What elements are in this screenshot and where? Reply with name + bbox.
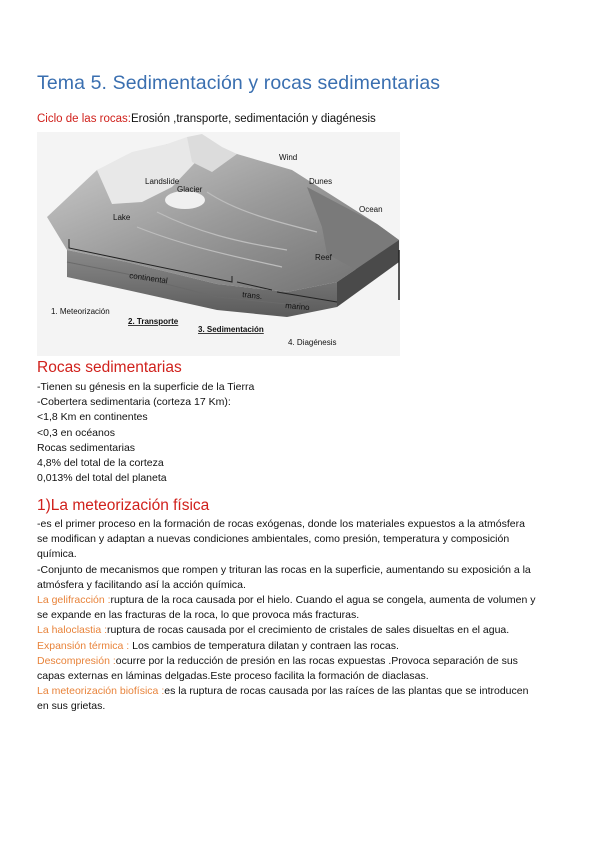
term-text: ruptura de la roca causada por el hielo. Cuando el agua se congela, aumenta de volumen y se expande en las fracturas de la roca, lo que provoca más fracturas.: [37, 594, 536, 622]
list-item: -Cobertera sedimentaria (corteza 17 Km):: [37, 396, 231, 409]
page-title: Tema 5. Sedimentación y rocas sedimentarias: [37, 72, 441, 94]
meteorizacion-body: [37, 517, 537, 715]
zone-continental: continental: [128, 271, 169, 286]
rocas-heading: Rocas sedimentarias: [37, 359, 182, 376]
list-item: 4,8% del total de la corteza: [37, 457, 164, 470]
label-lake: Lake: [113, 213, 131, 222]
rocas-list: [37, 380, 254, 486]
rock-cycle-diagram: [37, 132, 400, 356]
list-item: -Tienen su génesis en la superficie de la Tierra: [37, 381, 255, 393]
label-wind: Wind: [279, 153, 298, 162]
term-text: Los cambios de temperatura dilatan y contraen las rocas.: [129, 639, 399, 652]
ciclo-label: Ciclo de las rocas:: [37, 113, 131, 125]
ciclo-text: Erosión ,transporte, sedimentación y diagénesis: [130, 113, 376, 125]
label-reef: Reef: [315, 253, 332, 262]
term-expansion-termica: Expansión térmica :: [37, 639, 130, 652]
list-item: <1,8 Km en continentes: [37, 411, 148, 424]
zone-trans: trans.: [241, 290, 263, 302]
list-item: 0,013% del total del planeta: [37, 472, 167, 485]
term-paragraph: [37, 684, 537, 714]
term-gelifraccion: La gelifracción :: [37, 594, 111, 607]
term-descompresion: Descompresión :: [37, 654, 116, 667]
stage-transporte: 2. Transporte: [128, 317, 179, 326]
stage-meteorizacion: 1. Meteorización: [51, 307, 110, 316]
term-paragraph: [37, 639, 537, 654]
term-text: ocurre por la reducción de presión en las rocas expuestas .Provoca separación de sus capas externas en láminas delgadas.Este proceso facilita la formación de diaclasas.: [37, 654, 518, 683]
zone-marino: marino: [284, 301, 310, 313]
label-landslide: Landslide: [145, 177, 180, 186]
term-paragraph: [37, 654, 537, 684]
term-paragraph: [37, 593, 537, 623]
ciclo-line: [37, 113, 376, 125]
term-haloclastia: La haloclastia :: [37, 624, 108, 637]
term-text: es la ruptura de rocas causada por las raíces de las plantas que se introducen en sus grietas.: [37, 685, 529, 713]
list-item: Rocas sedimentarias: [37, 441, 136, 454]
term-biofisica: La meteorización biofísica :: [37, 685, 165, 698]
label-dunes: Dunes: [309, 177, 333, 186]
paragraph: -Conjunto de mecanismos que rompen y trituran las rocas en la superficie, aumentando su exposición a la atmósfera y facilitando así la acción química.: [37, 563, 531, 591]
term-paragraph: [37, 623, 537, 638]
stage-sedimentacion: 3. Sedimentación: [198, 325, 264, 334]
stage-diagenesis: 4. Diagénesis: [288, 338, 337, 347]
list-item: <0,3 en océanos: [37, 426, 115, 439]
label-glacier: Glacier: [177, 185, 203, 194]
rock-cycle-figure: [37, 132, 400, 356]
label-ocean: Ocean: [359, 205, 383, 214]
paragraph: -es el primer proceso en la formación de rocas exógenas, donde los materiales expuestos a la atmósfera se modifican y adaptan a nuevas condiciones ambientales, como presión, temperatura y composición química.: [37, 518, 525, 561]
meteorizacion-heading: 1)La meteorización física: [37, 497, 210, 514]
term-text: ruptura de rocas causada por el crecimiento de cristales de sales disueltas en el agua.: [107, 624, 510, 637]
